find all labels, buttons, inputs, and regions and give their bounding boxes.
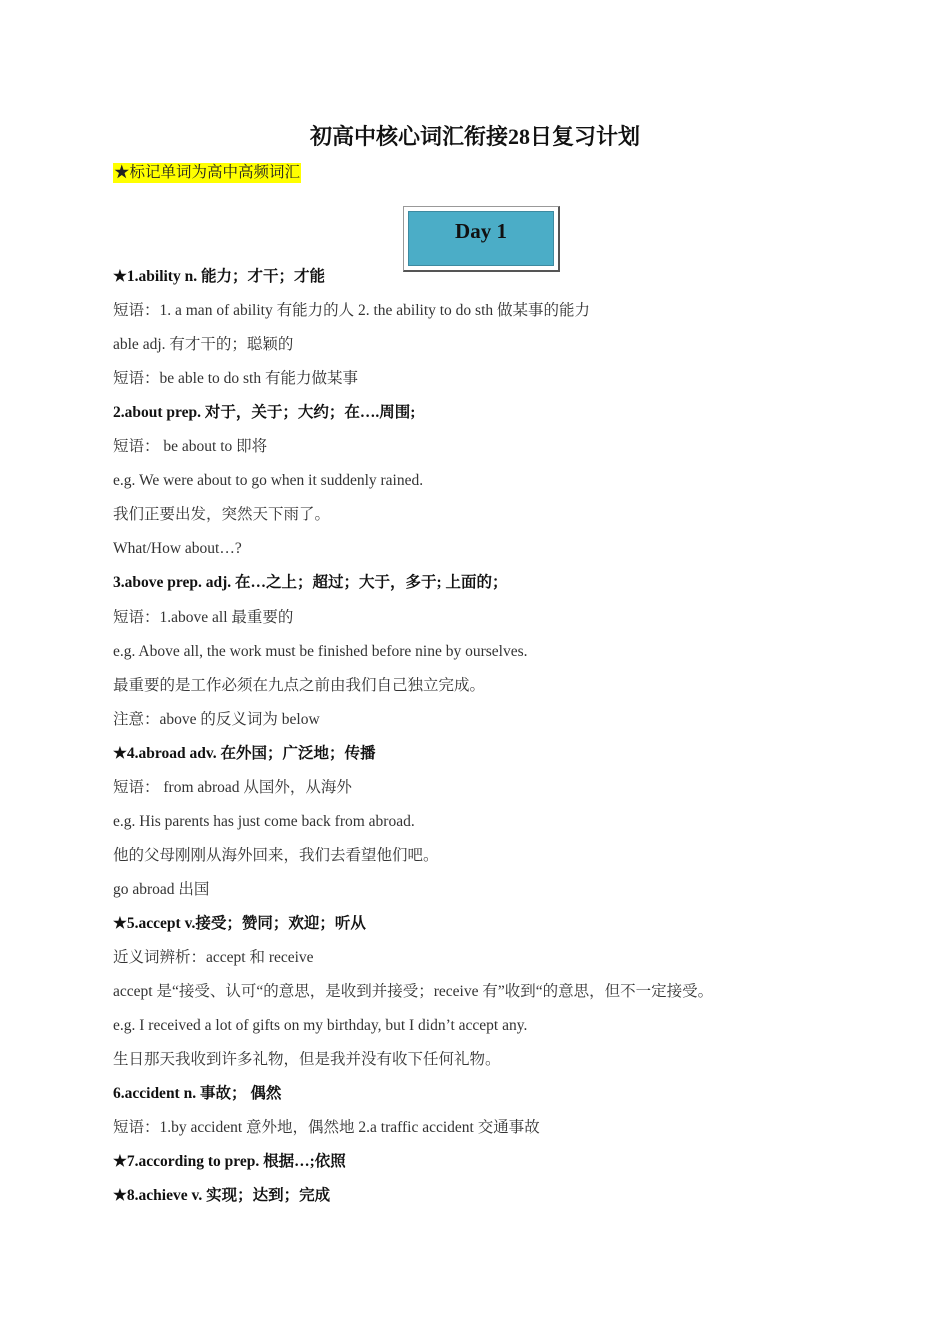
vocab-entry-heading: 3.above prep. adj. 在…之上；超过；大于，多于; 上面的；: [113, 574, 508, 592]
vocab-entry-line: accept 是“接受、认可“的意思，是收到并接受；receive 有”收到“的意思，但不一定接受。: [113, 983, 714, 1001]
vocab-entry-heading: 6.accident n. 事故； 偶然: [113, 1085, 282, 1103]
vocab-entry-line: 最重要的是工作必须在九点之前由我们自己独立完成。: [113, 676, 486, 694]
vocab-entry-heading: 2.about prep. 对于，关于；大约；在….周围;: [113, 404, 416, 422]
vocab-entry-line: e.g. Above all, the work must be finished before nine by ourselves.: [113, 642, 528, 660]
vocab-entry-line: 生日那天我收到许多礼物，但是我并没有收下任何礼物。: [113, 1051, 501, 1069]
vocab-entry-line: 短语：be able to do sth 有能力做某事: [113, 370, 358, 388]
day-box: [403, 206, 560, 272]
vocab-entry-line: go abroad 出国: [113, 880, 210, 898]
vocab-entry-line: 短语： from abroad 从国外，从海外: [113, 778, 352, 796]
vocab-entry-heading: ★8.achieve v. 实现；达到；完成: [113, 1187, 331, 1205]
vocab-entry-line: 我们正要出发，突然天下雨了。: [113, 506, 331, 524]
highlighted-note: ★标记单词为高中高频词汇: [114, 164, 301, 181]
vocab-entry-line: 短语： be about to 即将: [113, 438, 268, 456]
vocab-entry-line: 短语：1. a man of ability 有能力的人 2. the ability to do sth 做某事的能力: [113, 302, 591, 320]
vocab-entry-line: able adj. 有才干的；聪颖的: [113, 336, 294, 354]
vocab-entry-line: e.g. I received a lot of gifts on my birthday, but I didn’t accept any.: [113, 1017, 528, 1035]
vocab-entry-line: What/How about…?: [113, 540, 242, 558]
vocab-entry-heading: ★4.abroad adv. 在外国；广泛地；传播: [113, 744, 376, 762]
vocab-entry-line: 他的父母刚刚从海外回来，我们去看望他们吧。: [113, 846, 439, 864]
day-label: Day 1: [408, 211, 554, 266]
vocab-entry-line: e.g. His parents has just come back from abroad.: [113, 812, 415, 830]
vocab-entry-line: 短语：1.by accident 意外地，偶然地 2.a traffic accident 交通事故: [113, 1119, 540, 1137]
vocab-entry-heading: ★7.according to prep. 根据…;依照: [113, 1153, 346, 1171]
vocab-entry-line: 注意：above 的反义词为 below: [113, 710, 320, 728]
vocab-entry-line: 短语：1.above all 最重要的: [113, 608, 294, 626]
vocab-entry-heading: ★1.ability n. 能力；才干；才能: [113, 268, 325, 285]
vocab-entry-heading: ★5.accept v.接受；赞同；欢迎；听从: [113, 914, 366, 932]
page-title: 初高中核心词汇衔接28日复习计划: [309, 124, 640, 149]
vocab-entry-line: 近义词辨析：accept 和 receive: [113, 949, 314, 966]
vocab-entry-line: e.g. We were about to go when it suddenly rained.: [113, 472, 424, 490]
